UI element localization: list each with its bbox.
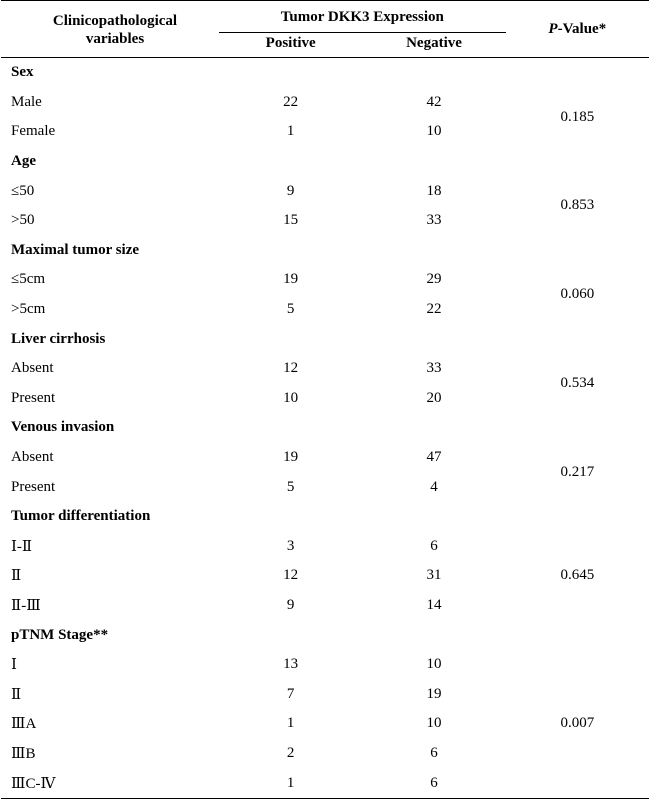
dkk3-expression-table <box>1 0 649 799</box>
section-row <box>1 324 649 354</box>
empty-cell <box>362 147 505 177</box>
positive-header: Positive <box>265 35 316 51</box>
positive-count: 22 <box>283 93 299 110</box>
negative-count: 22 <box>426 301 442 318</box>
negative-count: 47 <box>426 449 442 466</box>
pvalue-header-rest: -Value* <box>557 20 607 37</box>
table-row <box>1 443 649 473</box>
negative-count: 10 <box>426 123 442 140</box>
empty-cell <box>219 324 362 354</box>
pvalue-header-italic: P <box>548 20 558 37</box>
empty-cell <box>219 502 362 532</box>
negative-count: 10 <box>426 715 442 732</box>
p-value: 0.645 <box>560 567 595 584</box>
positive-count: 5 <box>286 301 295 318</box>
variables-header-line2: variables <box>85 31 145 47</box>
empty-cell <box>506 620 649 650</box>
positive-count: 13 <box>283 656 299 673</box>
empty-cell <box>362 236 505 266</box>
empty-cell <box>506 147 649 177</box>
row-label: Absent <box>11 360 54 377</box>
table-row <box>1 176 649 206</box>
empty-cell <box>362 413 505 443</box>
row-label: Ⅰ <box>11 657 17 674</box>
negative-count: 42 <box>426 93 442 110</box>
empty-cell <box>506 236 649 266</box>
empty-cell <box>219 236 362 266</box>
p-value: 0.060 <box>560 286 595 303</box>
p-value: 0.534 <box>560 375 595 392</box>
row-label: ≤5cm <box>11 271 46 288</box>
positive-count: 9 <box>286 596 295 613</box>
negative-count: 33 <box>426 212 442 229</box>
positive-count: 2 <box>286 744 295 761</box>
table-body <box>1 58 649 799</box>
table-row <box>1 354 649 384</box>
empty-cell <box>506 58 649 88</box>
negative-count: 19 <box>426 685 442 702</box>
section-title: Age <box>11 153 36 170</box>
empty-cell <box>506 502 649 532</box>
row-label: Male <box>11 93 42 110</box>
row-label: Present <box>11 478 56 495</box>
variables-header <box>1 1 219 58</box>
negative-count: 4 <box>430 478 438 495</box>
negative-count: 31 <box>426 567 442 584</box>
row-label: ⅢB <box>11 745 36 762</box>
variables-header-line1: Clinicopathological <box>52 13 178 29</box>
p-value: 0.217 <box>560 463 595 480</box>
negative-count: 10 <box>426 656 442 673</box>
empty-cell <box>219 58 362 88</box>
positive-count: 5 <box>286 478 295 495</box>
positive-count: 7 <box>286 685 295 702</box>
negative-count: 6 <box>430 744 438 761</box>
row-label: >5cm <box>11 301 46 318</box>
positive-count: 9 <box>286 182 295 199</box>
row-label: ⅢA <box>11 716 37 733</box>
empty-cell <box>362 502 505 532</box>
p-value: 0.007 <box>560 715 595 732</box>
positive-count: 12 <box>283 567 299 584</box>
negative-count: 18 <box>426 182 442 199</box>
row-label: Ⅰ-Ⅱ <box>11 538 33 555</box>
empty-cell <box>219 147 362 177</box>
empty-cell <box>506 413 649 443</box>
row-label: Female <box>11 123 56 140</box>
positive-count: 3 <box>286 537 295 554</box>
negative-count: 29 <box>426 271 442 288</box>
positive-count: 15 <box>283 212 299 229</box>
section-row <box>1 620 649 650</box>
row-label: Absent <box>11 449 54 466</box>
section-row <box>1 236 649 266</box>
section-row <box>1 147 649 177</box>
header-row-1 <box>1 1 649 34</box>
empty-cell <box>362 620 505 650</box>
empty-cell <box>219 620 362 650</box>
empty-cell <box>506 324 649 354</box>
section-title: pTNM Stage** <box>11 626 109 643</box>
negative-count: 14 <box>426 596 442 613</box>
expression-group-header <box>219 1 506 34</box>
section-title: Maximal tumor size <box>11 241 140 258</box>
section-title: Tumor differentiation <box>11 508 151 525</box>
empty-cell <box>362 58 505 88</box>
section-title: Venous invasion <box>11 419 115 436</box>
table-row <box>1 650 649 680</box>
positive-count: 10 <box>283 389 299 406</box>
positive-count: 12 <box>283 360 299 377</box>
empty-cell <box>219 413 362 443</box>
row-label: Ⅱ <box>11 568 22 585</box>
table-row <box>1 265 649 295</box>
empty-cell <box>362 324 505 354</box>
row-label: ≤50 <box>11 182 35 199</box>
positive-count: 19 <box>283 271 299 288</box>
row-label: >50 <box>11 212 35 229</box>
pvalue-header <box>506 1 649 58</box>
p-value: 0.853 <box>560 197 595 214</box>
positive-count: 19 <box>283 449 299 466</box>
table-row <box>1 88 649 118</box>
section-row <box>1 502 649 532</box>
positive-count: 1 <box>286 123 295 140</box>
negative-count: 20 <box>426 389 442 406</box>
row-label: Present <box>11 389 56 406</box>
section-title: Liver cirrhosis <box>11 330 106 347</box>
row-label: Ⅱ-Ⅲ <box>11 597 41 614</box>
row-label: ⅢC-Ⅳ <box>11 775 56 792</box>
section-row <box>1 413 649 443</box>
positive-count: 1 <box>286 715 295 732</box>
expression-group-label: Tumor DKK3 Expression <box>280 9 444 25</box>
p-value: 0.185 <box>560 108 595 125</box>
negative-count: 33 <box>426 360 442 377</box>
positive-count: 1 <box>286 774 295 791</box>
negative-count: 6 <box>430 537 438 554</box>
section-title: Sex <box>11 64 34 81</box>
section-row <box>1 58 649 88</box>
table-row <box>1 532 649 562</box>
negative-count: 6 <box>430 774 438 791</box>
negative-header: Negative <box>406 35 462 51</box>
row-label: Ⅱ <box>11 686 22 703</box>
